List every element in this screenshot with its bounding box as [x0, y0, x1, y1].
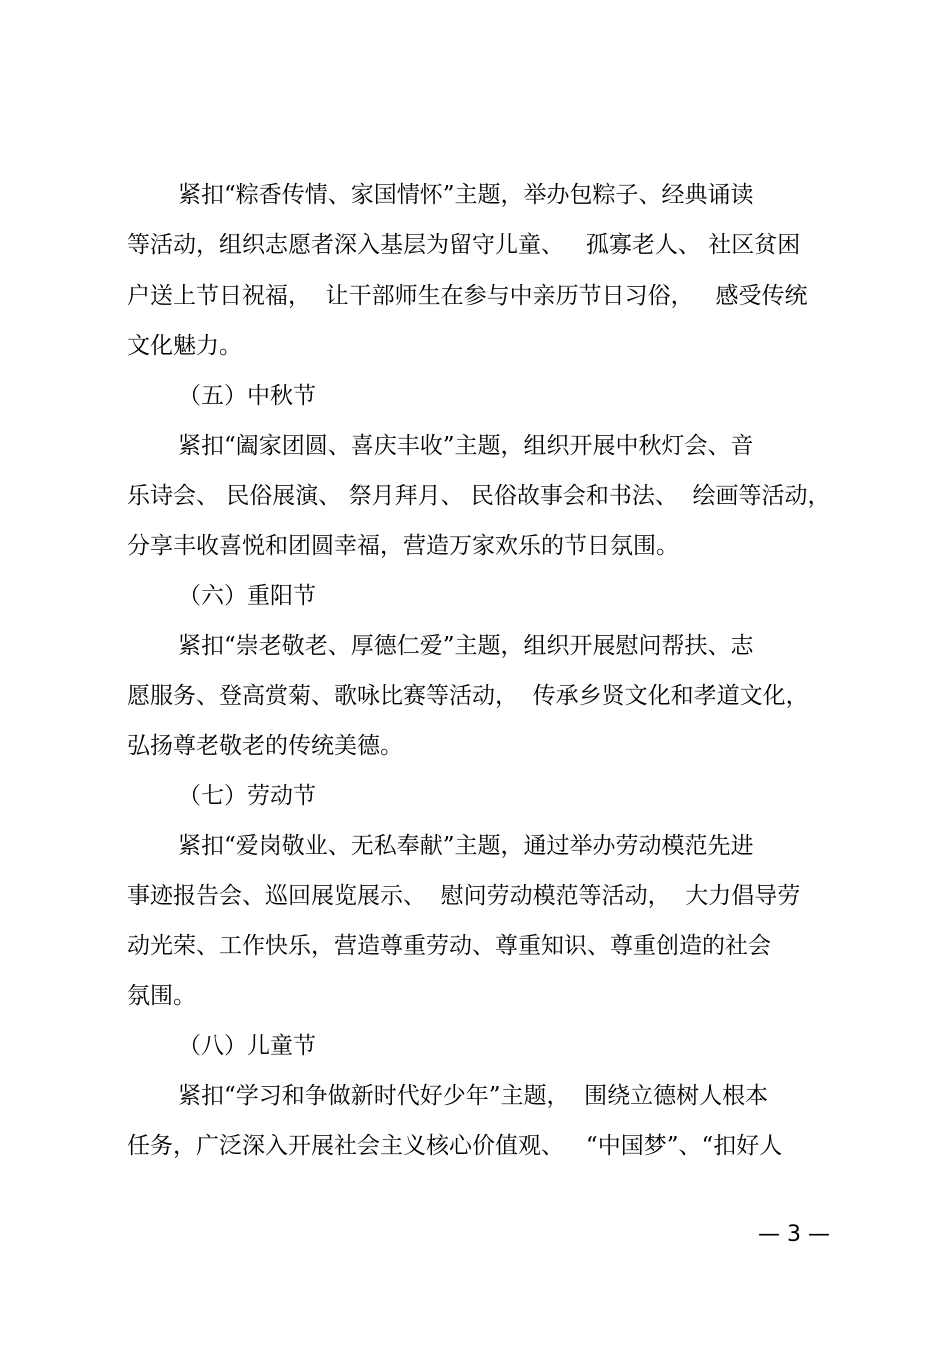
paragraph-line: 户送上节日祝福， 让干部师生在参与中亲历节日习俗， 感受传统 [127, 283, 808, 309]
paragraph-line: 动光荣、工作快乐，营造尊重劳动、尊重知识、尊重创造的社会 [127, 933, 771, 959]
paragraph-line: 紧扣“崇老敬老、厚德仁爱”主题，组织开展慰问帮扶、志 [178, 633, 754, 659]
paragraph-line: 紧扣“学习和争做新时代好少年”主题， 围绕立德树人根本 [178, 1083, 769, 1109]
paragraph-line: 乐诗会、 民俗展演、 祭月拜月、 民俗故事会和书法、 绘画等活动， [127, 483, 831, 509]
paragraph-line: 等活动，组织志愿者深入基层为留守儿童、 孤寡老人、 社区贫困 [127, 232, 801, 258]
paragraph-line: 文化魅力。 [127, 333, 242, 359]
paragraph-line: 分享丰收喜悦和团圆幸福，营造万家欢乐的节日氛围。 [127, 533, 679, 559]
paragraph-line: 紧扣“爱岗敬业、无私奉献”主题，通过举办劳动模范先进 [178, 833, 754, 859]
section-heading: （五）中秋节 [178, 383, 316, 409]
paragraph-line: 事迹报告会、巡回展览展示、 慰问劳动模范等活动， 大力倡导劳 [127, 883, 801, 909]
section-heading: （六）重阳节 [178, 583, 316, 609]
section-heading: （八）儿童节 [178, 1033, 316, 1059]
paragraph-line: 愿服务、登高赏菊、歌咏比赛等活动， 传承乡贤文化和孝道文化， [127, 683, 809, 709]
paragraph-line: 紧扣“阖家团圆、喜庆丰收”主题，组织开展中秋灯会、音 [178, 433, 754, 459]
paragraph-line: 任务，广泛深入开展社会主义核心价值观、 “中国梦”、“扣好人 [127, 1133, 783, 1159]
page-number: — 3 — [758, 1222, 830, 1247]
paragraph-line: 弘扬尊老敬老的传统美德。 [127, 733, 403, 759]
paragraph-line: 氛围。 [127, 983, 196, 1009]
section-heading: （七）劳动节 [178, 783, 316, 809]
paragraph-line: 紧扣“粽香传情、家国情怀”主题，举办包粽子、经典诵读 [178, 182, 754, 208]
